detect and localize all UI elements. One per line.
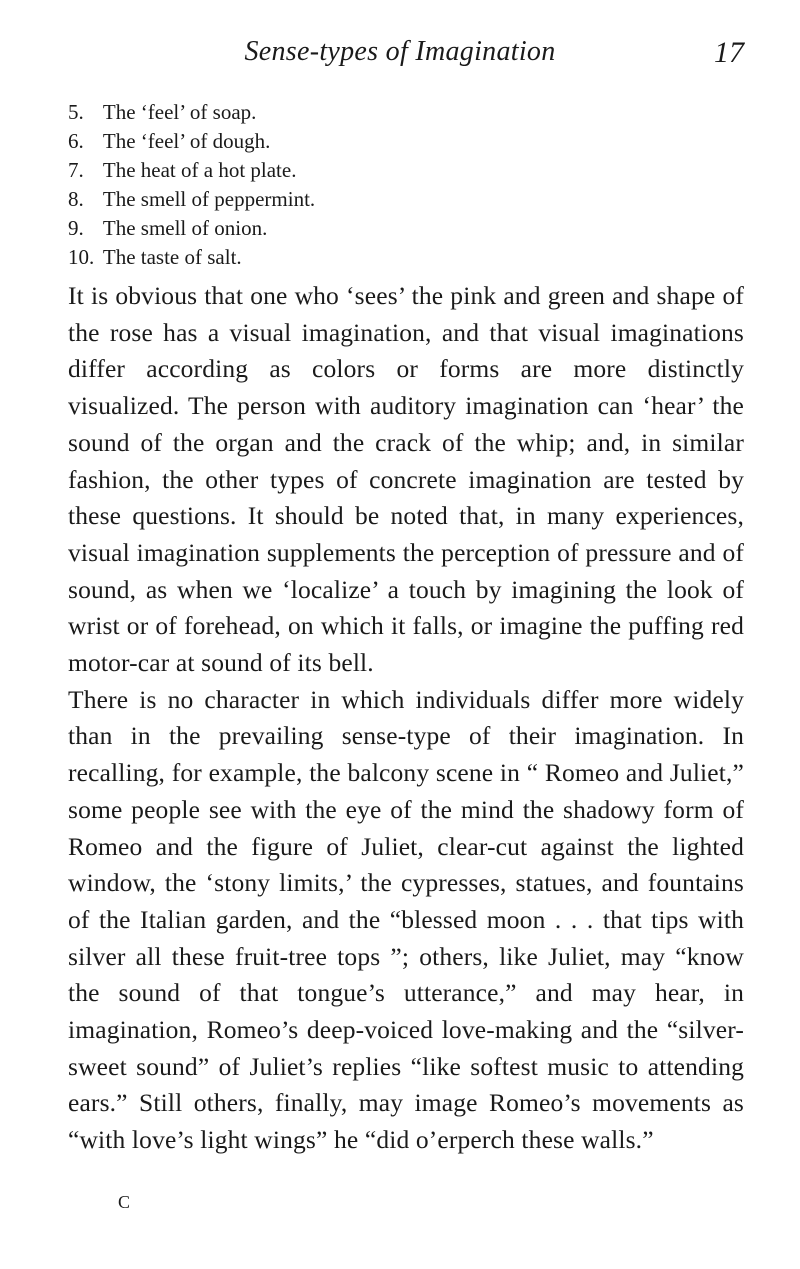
list-item	[68, 185, 315, 214]
list-item-number: 7.	[68, 158, 84, 182]
list-item-number: 8.	[68, 187, 84, 211]
running-head	[0, 30, 800, 74]
numbered-list	[68, 98, 315, 272]
list-item-text: The ‘feel’ of dough.	[102, 129, 271, 153]
list-item	[68, 214, 315, 243]
list-item-text: The heat of a hot plate.	[102, 158, 297, 182]
list-item-number: 6.	[68, 129, 84, 153]
list-item-text: The ‘feel’ of soap.	[102, 100, 257, 124]
list-item-number: 9.	[68, 216, 84, 240]
signature-mark: C	[118, 1192, 131, 1212]
paragraph: There is no character in which individuals differ more widely than in the prevailing sense-type of their imagination. In recalling, for example, the balcony scene in “ Romeo and Juliet,” some people see with the eye of the mind the shadowy form of Romeo and the figure of Juliet, clear-cut against the lighted window, the ‘stony limits,’ the cypresses, statues, and fountains of the Italian garden, and the “blessed moon . . . that tips with silver all these fruit-tree tops ”; others, like Juliet, may “know the sound of that tongue’s utterance,” and may hear, in imagination, Romeo’s deep-voiced love-making and the “silver-sweet sound” of Juliet’s replies “like softest music to attending ears.” Still others, finally, may image Romeo’s movements as “with love’s light wings” he “did o’erperch these walls.”	[68, 684, 744, 1155]
running-title: Sense-types of Imagination	[244, 36, 556, 67]
list-item	[68, 98, 315, 127]
list-item-text: The smell of peppermint.	[102, 187, 316, 211]
list-item-number: 10.	[68, 245, 95, 269]
body-text	[68, 278, 744, 1159]
list-item-number: 5.	[68, 100, 84, 124]
list-item	[68, 127, 315, 156]
list-item	[68, 243, 315, 272]
list-item-text: The taste of salt.	[102, 245, 242, 269]
paragraph: It is obvious that one who ‘sees’ the pink and green and shape of the rose has a visual imagination, and that visual imaginations differ according as colors or forms are more distinctly visualized. The person with auditory imagination can ‘hear’ the sound of the organ and the crack of the whip; and, in similar fashion, the other types of concrete imagination are tested by these questions. It should be noted that, in many experiences, visual imagination supplements the perception of pressure and of sound, as when we ‘localize’ a touch by imagining the look of wrist or of forehead, on which it falls, or imagine the puffing red motor-car at sound of its bell.	[68, 281, 744, 678]
list-item	[68, 156, 315, 185]
page-number: 17	[714, 36, 744, 69]
list-item-text: The smell of onion.	[102, 216, 268, 240]
